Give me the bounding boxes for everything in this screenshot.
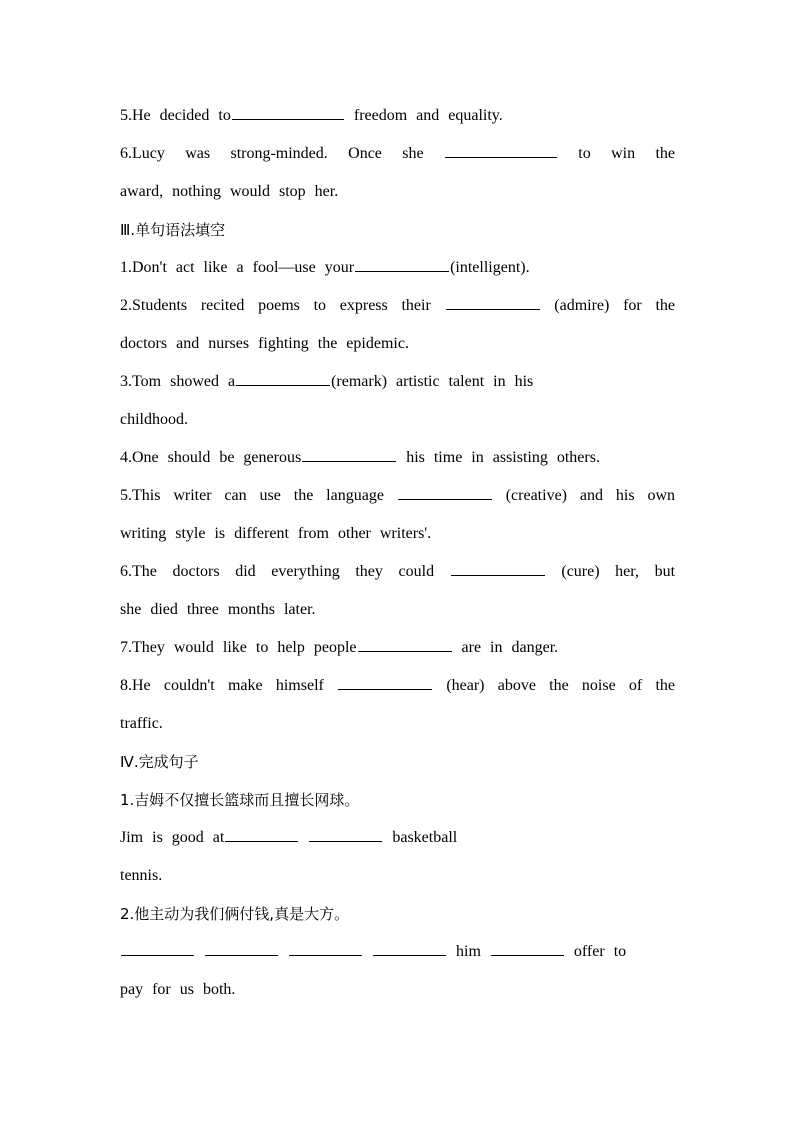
question-text: offer to bbox=[573, 943, 627, 960]
answer-blank[interactable] bbox=[355, 270, 449, 272]
question-6-prev bbox=[120, 135, 675, 173]
question-hint: (creative) and his own bbox=[505, 487, 675, 504]
answer-blank[interactable] bbox=[232, 118, 344, 120]
section-title: Ⅲ.单句语法填空 bbox=[120, 221, 226, 239]
answer-blank[interactable] bbox=[398, 498, 492, 500]
question-text: 5.He decided to bbox=[120, 107, 231, 124]
worksheet-page bbox=[120, 97, 675, 1009]
grammar-item-1 bbox=[120, 249, 675, 287]
answer-blank[interactable] bbox=[236, 384, 330, 386]
translation-answer-2 bbox=[120, 933, 675, 971]
grammar-item-4 bbox=[120, 439, 675, 477]
question-text: writing style is different from other writers'. bbox=[120, 525, 432, 542]
answer-blank[interactable] bbox=[289, 954, 362, 956]
section-title: Ⅳ.完成句子 bbox=[120, 753, 199, 771]
question-text: his time in assisting others. bbox=[406, 449, 600, 466]
grammar-item-7 bbox=[120, 629, 675, 667]
grammar-item-8-cont bbox=[120, 705, 675, 743]
grammar-item-2-cont bbox=[120, 325, 675, 363]
question-text: she died three months later. bbox=[120, 601, 316, 618]
grammar-item-5 bbox=[120, 477, 675, 515]
question-text: pay for us both. bbox=[120, 981, 236, 998]
question-text: 7.They would like to help people bbox=[120, 639, 357, 656]
question-text: 4.One should be generous bbox=[120, 449, 302, 466]
question-text: traffic. bbox=[120, 715, 163, 732]
question-text: tennis. bbox=[120, 867, 163, 884]
question-text: childhood. bbox=[120, 411, 188, 428]
answer-blank[interactable] bbox=[225, 840, 298, 842]
question-hint: (remark) artistic talent in his bbox=[331, 373, 534, 390]
question-text: 6.Lucy was strong-minded. Once she bbox=[120, 145, 424, 162]
answer-blank[interactable] bbox=[121, 954, 194, 956]
section-heading bbox=[120, 211, 675, 249]
answer-blank[interactable] bbox=[491, 954, 564, 956]
question-hint: (cure) her, but bbox=[561, 563, 676, 580]
question-text: 6.The doctors did everything they could bbox=[120, 563, 435, 580]
question-6-prev-cont bbox=[120, 173, 675, 211]
answer-blank[interactable] bbox=[205, 954, 278, 956]
chinese-prompt: 1.吉姆不仅擅长篮球而且擅长网球。 bbox=[120, 791, 360, 809]
answer-blank[interactable] bbox=[338, 688, 432, 690]
question-text: 1.Don't act like a fool—use your bbox=[120, 259, 355, 276]
question-text: to win the bbox=[578, 145, 675, 162]
answer-blank[interactable] bbox=[309, 840, 382, 842]
translation-answer-1 bbox=[120, 819, 675, 857]
grammar-item-8 bbox=[120, 667, 675, 705]
question-text: 8.He couldn't make himself bbox=[120, 677, 324, 694]
question-text: are in danger. bbox=[461, 639, 559, 656]
question-text: doctors and nurses fighting the epidemic. bbox=[120, 335, 409, 352]
grammar-item-2 bbox=[120, 287, 675, 325]
translation-prompt-2 bbox=[120, 895, 675, 933]
question-text: 3.Tom showed a bbox=[120, 373, 236, 390]
question-hint: (hear) above the noise of the bbox=[446, 677, 676, 694]
answer-blank[interactable] bbox=[373, 954, 446, 956]
translation-answer-2-cont bbox=[120, 971, 675, 1009]
grammar-item-3 bbox=[120, 363, 675, 401]
question-text: him bbox=[456, 943, 481, 960]
translation-prompt-1 bbox=[120, 781, 675, 819]
question-text: award, nothing would stop her. bbox=[120, 183, 339, 200]
question-text: 5.This writer can use the language bbox=[120, 487, 384, 504]
section-heading bbox=[120, 743, 675, 781]
answer-blank[interactable] bbox=[445, 156, 557, 158]
grammar-item-6-cont bbox=[120, 591, 675, 629]
chinese-prompt: 2.他主动为我们俩付钱,真是大方。 bbox=[120, 905, 350, 923]
grammar-item-3-cont bbox=[120, 401, 675, 439]
grammar-item-6 bbox=[120, 553, 675, 591]
translation-answer-1-cont bbox=[120, 857, 675, 895]
question-text: Jim is good at bbox=[120, 829, 225, 846]
question-5-prev bbox=[120, 97, 675, 135]
question-text: basketball bbox=[392, 829, 458, 846]
answer-blank[interactable] bbox=[446, 308, 540, 310]
question-text: 2.Students recited poems to express their bbox=[120, 297, 431, 314]
question-hint: (admire) for the bbox=[554, 297, 676, 314]
question-text: freedom and equality. bbox=[353, 107, 503, 124]
answer-blank[interactable] bbox=[358, 650, 452, 652]
answer-blank[interactable] bbox=[451, 574, 545, 576]
grammar-item-5-cont bbox=[120, 515, 675, 553]
question-hint: (intelligent). bbox=[450, 259, 530, 276]
answer-blank[interactable] bbox=[302, 460, 396, 462]
